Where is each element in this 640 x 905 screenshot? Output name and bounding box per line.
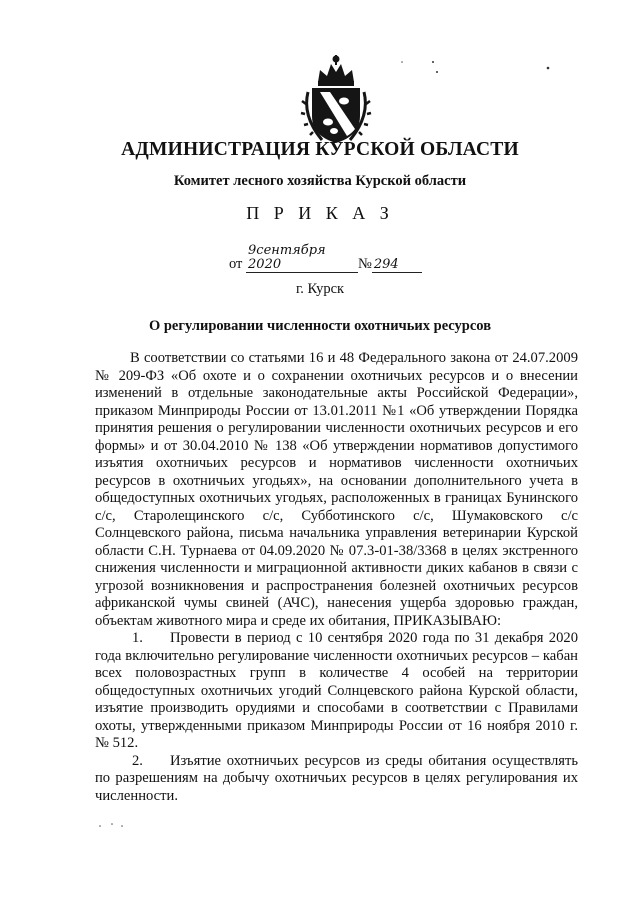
order-date-number bbox=[229, 244, 489, 273]
item-number: 1. bbox=[132, 630, 143, 646]
preamble-paragraph: В соответствии со статьями 16 и 48 Федерального закона от 24.07.2009 № 209-ФЗ «Об охоте и о сохранении охотничьих ресурсов и о внесении изменений в отдельные законодательные акты Российской Федерации», приказом Минприроды России от 13.01.2011 №1 «Об утверждении Порядка принятия решения о регулировании численности охотничьих ресурсов и его формы» и от 30.04.2010 № 138 «Об утверждении нормативов допустимого изъятия охотничьих ресурсов и нормативов численности охотничьих ресурсов в охотничьих угодьях», на основании дополнительного учета в общедоступных охотничьих угодьях, расположенных в границах Бунинского с/с, Старолещинского с/с, Субботинского с/с, Шумаковского с/с Солнцевского района, письма начальника управления ветеринарии Курской области С.Н. Турнаева от 04.09.2020 № 07.3-01-38/3368 в целях экстренного снижения численности и миграционной активности диких кабанов в связи с угрозой возникновения и распространения болезней охотничьих ресурсов африканской чумы свиней (АЧС), нанесения ущерба здоровью граждан, объектам животного мира и среде их обитания, ПРИКАЗЫВАЮ: bbox=[95, 350, 578, 629]
handwritten-number: 294 bbox=[372, 258, 422, 273]
order-item-2 bbox=[95, 753, 578, 806]
date-prefix: от bbox=[229, 256, 243, 272]
number-prefix: № bbox=[358, 256, 372, 272]
committee-name: Комитет лесного хозяйства Курской области bbox=[173, 173, 467, 189]
item-text: Изъятие охотничьих ресурсов из среды обитания осуществлять по разрешениям на добычу охотничьих ресурсов в целях регулирования их численности. bbox=[95, 752, 578, 804]
order-item-1 bbox=[95, 630, 578, 753]
item-number: 2. bbox=[132, 752, 143, 769]
kursk-coat-of-arms-icon bbox=[300, 52, 372, 146]
order-subject: О регулировании численности охотничьих ресурсов bbox=[148, 318, 492, 334]
city: г. Курск bbox=[295, 281, 345, 297]
organization-title: АДМИНИСТРАЦИЯ КУРСКОЙ ОБЛАСТИ bbox=[121, 139, 519, 160]
document-type: П Р И К А З bbox=[246, 203, 394, 223]
order-body bbox=[95, 350, 578, 805]
handwritten-date: 9сентября 2020 bbox=[246, 244, 358, 273]
item-text: Провести в период с 10 сентября 2020 года по 31 декабря 2020 года включительно регулирование численности охотничьих ресурсов – кабан всех половозрастных групп в количестве 4 особей на территории общедоступных охотничьих угодий Солнцевского района Курской области, изъятие производить орудиями и способами в соответствии с Правилами охоты, утвержденными приказом Минприроды России от 16 ноября 2010 г. № 512. bbox=[95, 630, 578, 751]
